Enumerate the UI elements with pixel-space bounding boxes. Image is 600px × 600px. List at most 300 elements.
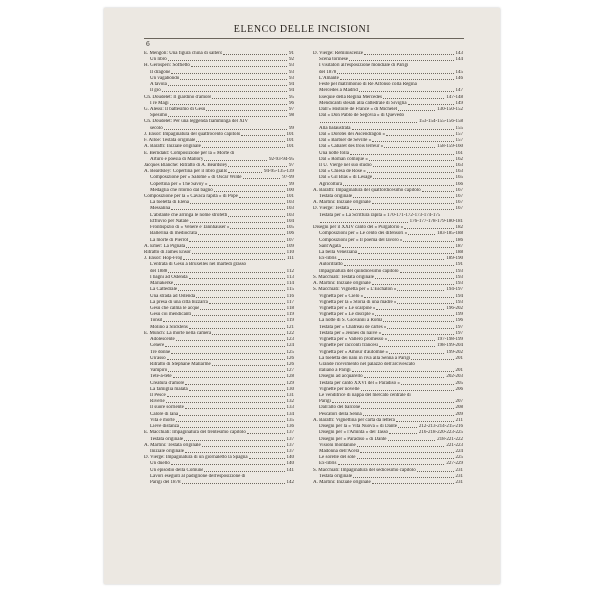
entry-page-number: 193	[455, 281, 463, 287]
entry-title: La famiglia malata	[150, 386, 188, 392]
entry-title: Ex-libris	[319, 461, 337, 467]
dot-leader	[174, 281, 285, 285]
dot-leader	[388, 437, 436, 441]
entry-page-number: 131	[286, 393, 294, 399]
dot-leader	[400, 269, 454, 273]
entry-title: E. Macchiati: Impaginatura del trentesimo capitolo	[144, 430, 246, 436]
entry-page-number: 99	[289, 181, 294, 187]
dot-leader	[349, 57, 453, 61]
dot-leader	[180, 76, 287, 80]
dot-leader	[401, 381, 454, 385]
dot-leader	[404, 225, 453, 229]
entry-page-number: 132	[286, 399, 294, 405]
entry-title: Esequie della Regina Mercedes	[319, 94, 382, 100]
entry-title: Dal « Chiesa de Rose »	[319, 169, 366, 175]
entry-page-number: 105	[286, 225, 294, 231]
entry-page-number: 146	[455, 75, 463, 81]
dot-leader	[209, 300, 285, 304]
entry-page-number: 225	[455, 455, 463, 461]
entry-title: La presa di una città bizzarra	[150, 299, 208, 305]
entry-page-number: 199-202	[446, 349, 463, 355]
entry-title: Vignetta per la « Storia di una madre »	[319, 299, 397, 305]
dot-leader	[350, 206, 454, 210]
dot-leader	[185, 449, 284, 453]
entry-title: E. Münch: La morte nella camera	[144, 330, 212, 336]
entry-page-number: 191	[455, 262, 463, 268]
entry-page-number: 182	[455, 225, 463, 231]
entry-page-number: 167	[455, 206, 463, 212]
entry-page-number: 187	[455, 243, 463, 249]
entry-title: Dal « Dorotei dei Ascendragon »	[319, 131, 385, 137]
entry-title: Spesimo	[150, 113, 168, 119]
entry-title: Lavori eseguiti al padiglione dell'esposizione di	[150, 473, 246, 479]
entry-title: Una notte folla	[319, 150, 349, 156]
entry-page-number: 211	[455, 417, 463, 423]
entry-page-number: 197	[455, 324, 463, 330]
entry-title: La bella Veneziana	[319, 250, 357, 255]
dot-leader	[209, 182, 287, 186]
dot-leader	[338, 461, 445, 465]
entry-page-number: 119	[286, 318, 294, 324]
dot-leader	[166, 399, 285, 403]
entry-title: Mariakerke	[150, 281, 174, 287]
entry-title: Agricoltura	[319, 181, 343, 187]
entry-page-number: 137	[286, 449, 294, 454]
entry-title: Disegni ad acquarello	[319, 374, 363, 380]
entry-title: A. Martini: Testata originale	[144, 442, 201, 448]
dot-leader	[192, 312, 285, 316]
dot-leader	[168, 82, 287, 86]
dot-leader	[212, 95, 287, 99]
entry-page-number: 106	[286, 231, 294, 237]
entry-page-number: 125	[286, 349, 294, 355]
header-rule	[144, 38, 464, 39]
entry-page-number: 199	[455, 312, 463, 318]
entry-page-number: 167	[455, 187, 463, 193]
dot-leader	[320, 219, 408, 223]
entry-title: Disegni per « l'Aminta » del Tasso	[319, 430, 389, 436]
entry-title: Dal « Gil Blas » di Lesage	[319, 175, 373, 181]
entry-page-number: 126	[286, 361, 294, 367]
entry-title: Calore di lana	[150, 411, 179, 417]
dot-leader	[343, 182, 453, 186]
entry-page-number: 167	[455, 200, 463, 206]
entry-title: Ballerina di mediocrata	[150, 231, 197, 237]
dot-leader	[183, 256, 284, 260]
page-number: 6	[146, 41, 151, 48]
dot-leader	[228, 163, 287, 167]
entry-title: A. Emer: La Pignata	[144, 243, 186, 249]
entry-title: Gesù che calma le acque	[150, 305, 200, 311]
entry-page-number: 119	[286, 312, 294, 318]
entry-title: Alla balaustrata	[319, 125, 351, 131]
dot-leader	[243, 175, 281, 179]
dot-leader	[162, 88, 287, 92]
entry-page-number: 130	[286, 386, 294, 392]
entry-title: I re Magi	[150, 100, 169, 106]
dot-leader	[204, 468, 284, 472]
entry-page-number: 95	[289, 94, 294, 100]
dot-leader	[364, 374, 445, 378]
dot-leader	[369, 157, 454, 161]
dot-leader	[168, 368, 284, 372]
entry-title: Mendicanti stesati alla cattedrale di Siviglia	[319, 100, 407, 106]
dot-leader	[357, 443, 445, 447]
entry-title: Testata per « La Scrittura rapita » 170-171-172-173-174-175	[319, 212, 441, 218]
dot-leader	[379, 343, 435, 347]
index-entry	[144, 480, 294, 486]
entry-title: A. Baraffi: Iniziale originale	[144, 144, 201, 150]
dot-leader	[190, 200, 284, 204]
entry-title: Lieve distanza	[150, 424, 180, 430]
entry-title: Riverie	[150, 399, 165, 405]
entry-title: Un libro	[150, 57, 167, 63]
dot-leader	[192, 250, 285, 254]
dot-leader	[364, 51, 454, 55]
entry-page-number: 189-190	[446, 256, 463, 262]
entry-page-number: 109	[286, 243, 294, 249]
entry-page-number: 205	[455, 380, 463, 386]
entry-title: Testata per « Jeunes du naïve »	[319, 330, 382, 336]
dot-leader	[388, 337, 435, 341]
dot-leader	[360, 449, 453, 453]
entry-title: italiano a Parigi	[319, 368, 351, 374]
dot-leader	[372, 138, 453, 142]
entry-title: Composizione per « Salomé » di Oscar Wilde	[150, 175, 242, 181]
entry-title: Dal « Don Pablo de Segovia » di Quevedo	[319, 113, 404, 119]
dot-leader	[168, 113, 287, 117]
dot-leader	[396, 418, 454, 422]
entry-title: Ch. Doudelet: Il giardino d'amore	[144, 94, 212, 100]
entry-page-number: 104	[286, 218, 294, 224]
dot-leader	[352, 368, 454, 372]
entry-title: E. Berndakt: Composizione per la « Morte di	[144, 150, 235, 156]
entry-title: J. Ensor: Hop-Frog	[144, 256, 183, 262]
index-entry	[313, 480, 463, 486]
dot-leader	[364, 294, 453, 298]
entry-title: I visitatori all'esposizione mondiale di Parigi	[319, 63, 409, 69]
entry-title: Un episodio della Comune	[150, 467, 204, 473]
entry-title: Vignetta per « Cielo »	[319, 293, 364, 299]
entry-page-number: 134	[286, 411, 294, 417]
entry-title: Dal « Roman comique »	[319, 156, 368, 162]
entry-page-number: 94-95-135-139	[264, 169, 294, 175]
entry-title: Adolescente	[150, 337, 175, 343]
dot-leader	[386, 132, 454, 136]
entry-title: L'abitante che arringa le nome strofetti	[150, 212, 228, 218]
entry-page-number: 115	[286, 287, 294, 293]
entry-title: I bagni ad Ostenda	[150, 274, 188, 280]
dot-leader	[358, 250, 454, 254]
entry-title: L'entrata di Gesù a Bruxelles nel martedì grasso	[150, 262, 247, 268]
dot-leader	[189, 387, 285, 391]
entry-title: Tre donne	[150, 349, 171, 355]
entry-title: Feste pel matrimonio di Re Alfonso colla Regina	[319, 82, 417, 88]
entry-page-number: 101	[286, 138, 294, 144]
dot-leader	[375, 312, 453, 316]
dot-leader	[361, 387, 454, 391]
dot-leader	[387, 325, 453, 329]
entry-page-number: 101	[286, 144, 294, 150]
entry-title: Medaglia che ritorno dal bagno	[150, 187, 213, 193]
dot-leader	[239, 194, 285, 198]
dot-leader	[176, 337, 285, 341]
entry-title: Disegni per il XXIV canto del « Purgatorio »	[313, 225, 404, 231]
dot-leader	[344, 262, 454, 266]
dot-leader	[170, 101, 287, 105]
entry-title: secolo	[150, 125, 163, 131]
entry-page-number: 126	[286, 355, 294, 361]
entry-title: Testata originale	[150, 436, 184, 442]
entry-page-number: 97-99	[282, 175, 294, 181]
entry-page-number: 94	[289, 82, 294, 88]
entry-title: Disegni per « Paradiso » di Dante	[319, 436, 387, 442]
entry-page-number: 97	[289, 106, 294, 112]
entry-page-number: 113	[286, 274, 294, 280]
entry-title: E. Mengoli: Una figura china di saltero	[144, 51, 223, 56]
entry-page-number: 140	[286, 461, 294, 467]
entry-page-number: 103	[286, 206, 294, 212]
entry-title: Un vagabondo	[150, 75, 180, 81]
entry-title: Iniziale originale	[150, 449, 185, 454]
entry-page-number: 163	[455, 169, 463, 175]
entry-title: Effluvio per Natale	[150, 218, 189, 224]
entry-page-number: 141	[286, 467, 294, 473]
entry-page-number: 100	[286, 187, 294, 193]
entry-page-number: 111	[286, 256, 294, 262]
entry-page-number: 162	[455, 156, 463, 162]
entry-title: Mercedes a Madrid	[319, 88, 358, 94]
entry-title: Cenere	[150, 343, 165, 349]
dot-leader	[372, 480, 454, 484]
entry-page-number: 193	[455, 268, 463, 274]
entry-title: A. Baraffi: Impaginatura del quattordicesimo capitolo	[313, 187, 421, 193]
dot-leader	[196, 138, 284, 142]
entry-title: Il Pesce	[150, 393, 166, 399]
dot-leader	[350, 151, 454, 155]
entry-page-number: 96	[289, 100, 294, 106]
entry-title: Gesù coi mendicanti	[150, 312, 192, 318]
entry-title: A. Martini: Iniziale originale	[313, 200, 371, 206]
entry-page-number: 121	[286, 324, 294, 330]
entry-page-number: 97	[289, 162, 294, 168]
entry-page-number: 133	[286, 405, 294, 411]
dot-leader	[189, 275, 285, 279]
entry-page-number: 209	[455, 411, 463, 417]
entry-title: Messalina	[150, 206, 171, 212]
entry-page-number: 176-177-178-179-180-181	[409, 218, 463, 224]
entry-page-number: 147	[455, 88, 463, 94]
entry-title: Ex-libris	[319, 256, 337, 262]
dot-leader	[353, 474, 453, 478]
entry-title: Vignetta per « Le disciple »	[319, 312, 375, 318]
entry-title: A. Martini: Iniziale originale	[313, 281, 371, 287]
dot-leader	[176, 418, 285, 422]
entry-page-number: 137	[286, 442, 294, 448]
entry-page-number: 122	[286, 330, 294, 336]
dot-leader	[185, 405, 285, 409]
dot-leader	[182, 480, 285, 484]
entry-title: Testata originale	[319, 194, 353, 200]
entry-page-number: 166	[455, 181, 463, 187]
dot-leader	[372, 281, 454, 285]
dot-leader	[373, 163, 454, 167]
dot-leader	[384, 144, 435, 148]
entry-page-number: 117	[286, 299, 294, 305]
entry-title: Vignetta per « Amour d'automne »	[319, 349, 389, 355]
entry-title: La morte di Pierrot	[150, 237, 189, 243]
entry-page-number: 94	[289, 88, 294, 94]
dot-leader	[178, 287, 285, 291]
entry-page-number: 194	[455, 293, 463, 299]
entry-page-number: 142	[286, 480, 294, 486]
entry-title: Visioni montanine	[319, 442, 356, 448]
entry-page-number: 208	[455, 405, 463, 411]
entry-title: Vignette per novelle	[319, 386, 360, 392]
entry-page-number: 143	[455, 51, 463, 56]
dot-leader	[200, 306, 284, 310]
entry-title: G. Alessi: Il battesimo di Gesù	[144, 106, 206, 112]
entry-title: Testata originale	[319, 473, 353, 479]
entry-title: D. Vierge: Testata	[313, 206, 349, 212]
entry-title: J. Ensor: Impaginatura del quattrocento capitolo	[144, 131, 241, 137]
entry-title: Il U. Vierge nel suo studio	[319, 162, 372, 168]
dot-leader	[337, 70, 453, 74]
entry-title: Vampiro	[150, 368, 168, 374]
entry-page-number: 194-197	[446, 287, 463, 293]
entry-page-number: 128	[286, 374, 294, 380]
entry-page-number: 231	[455, 473, 463, 479]
entry-page-number: 198-199-204	[437, 343, 463, 349]
entry-title: Sant'Agata	[319, 243, 341, 249]
entry-title: Disegni per la « Vita Nuova » di Dante	[319, 424, 397, 430]
entry-page-number: 196	[455, 318, 463, 324]
dot-leader	[332, 399, 454, 403]
entry-title: Ritratto di James Ensor	[144, 250, 191, 255]
dot-leader	[168, 57, 287, 61]
dot-leader	[173, 374, 285, 378]
entry-page-number: 231	[455, 467, 463, 473]
entry-title: Le sorelle del sole	[319, 455, 356, 461]
entry-title: Un duello	[150, 461, 170, 467]
entry-page-number: 101	[286, 131, 294, 137]
entry-page-number: 155	[455, 125, 463, 131]
entry-page-number: 197-198-199	[437, 337, 463, 343]
dot-leader	[186, 244, 284, 248]
dot-leader	[206, 107, 287, 111]
dot-leader	[383, 318, 453, 322]
dot-leader	[185, 381, 284, 385]
entry-title: Il suore sorriente	[150, 405, 184, 411]
entry-page-number: 196-202	[446, 305, 463, 311]
entry-title: Testata per canto XXVI del « Paradiso »	[319, 380, 400, 386]
entry-page-number: 118	[286, 305, 294, 311]
dot-leader	[411, 356, 453, 360]
entry-page-number: 112	[286, 268, 294, 274]
entry-title: Autoritratto	[319, 262, 343, 268]
entry-page-number: 186	[455, 237, 463, 243]
dot-leader	[230, 225, 284, 229]
entry-page-number: 123	[286, 337, 294, 343]
dot-leader	[202, 144, 285, 148]
dot-leader	[403, 238, 453, 242]
dot-leader	[383, 95, 444, 99]
dot-leader	[397, 287, 444, 291]
entry-page-number: 103	[286, 200, 294, 206]
dot-leader	[180, 424, 284, 428]
entry-page-number: 93	[289, 75, 294, 81]
entry-page-number: 114	[286, 281, 294, 287]
entry-title: Una strada ad Ostenda	[150, 293, 196, 299]
dot-leader	[247, 430, 285, 434]
entry-title: Vignette per racconti francesi	[319, 343, 378, 349]
entry-page-number: 110	[286, 250, 294, 255]
dot-leader	[359, 88, 454, 92]
entry-page-number: 212-213-214-215-216	[418, 424, 463, 430]
entry-page-number: 147-148	[446, 94, 463, 100]
entry-page-number: 124	[286, 343, 294, 349]
entry-title: Vita e morte	[150, 417, 175, 423]
entry-page-number: 183-185-188	[437, 231, 463, 237]
entry-page-number: 149	[455, 100, 463, 106]
entry-page-number: 224	[455, 449, 463, 454]
entry-title: Dall'alto del balcone	[319, 405, 361, 411]
entry-title: Dall'« Histoire de France » di Michelet	[319, 106, 398, 112]
entry-page-number: 202-203	[446, 374, 463, 380]
index-column-right	[313, 51, 463, 486]
entry-page-number: 207	[455, 399, 463, 405]
entry-title: Vignetta per « Vallero promesso »	[319, 337, 388, 343]
dot-leader	[189, 325, 285, 329]
dot-leader	[189, 238, 284, 242]
entry-title: Scena torinese	[319, 57, 349, 63]
dot-leader	[212, 331, 284, 335]
entry-page-number: 137	[286, 430, 294, 436]
entry-title: Impaginatura del quindicesimo capitolo	[319, 268, 399, 274]
entry-page-number: 101	[286, 194, 294, 200]
dot-leader	[171, 70, 287, 74]
dot-leader	[367, 169, 454, 173]
entry-title: Parigi	[319, 399, 331, 405]
entry-title: S. Macchiati: Vignetta per « L'Eschaton »	[313, 287, 397, 293]
dot-leader	[202, 443, 285, 447]
dot-leader	[179, 412, 284, 416]
entry-page-number: 93	[289, 63, 294, 69]
entry-title: Ritratto di Stéphane Mallarmé	[150, 361, 211, 367]
dot-leader	[320, 119, 417, 123]
entry-page-number: 93	[289, 69, 294, 75]
entry-title: Jacques Blanche: Ritratto di A. Beardsley	[144, 162, 228, 168]
dot-leader	[184, 437, 284, 441]
entry-page-number: 158-159-160	[437, 144, 463, 150]
entry-title: La notte di S. Giovanni a Roma	[319, 318, 383, 324]
entry-title: Dal « Barbier de Séville »	[319, 138, 372, 144]
dot-leader	[171, 350, 284, 354]
dot-leader	[422, 188, 454, 192]
dot-leader	[408, 231, 435, 235]
dot-leader	[353, 194, 453, 198]
entry-title: La toeletta di Elena	[150, 200, 190, 206]
dot-leader	[389, 350, 444, 354]
entry-page-number: 188	[455, 250, 463, 255]
entry-title: A. Baraffi: Vignettina per carta da lettera	[313, 417, 395, 423]
dot-leader	[204, 157, 267, 161]
entry-page-number: 197	[455, 330, 463, 336]
entry-title: Tête-à-tête	[150, 374, 172, 380]
dot-leader	[363, 412, 454, 416]
entry-page-number: 92-93-94-95	[269, 156, 294, 162]
dot-leader	[382, 331, 453, 335]
